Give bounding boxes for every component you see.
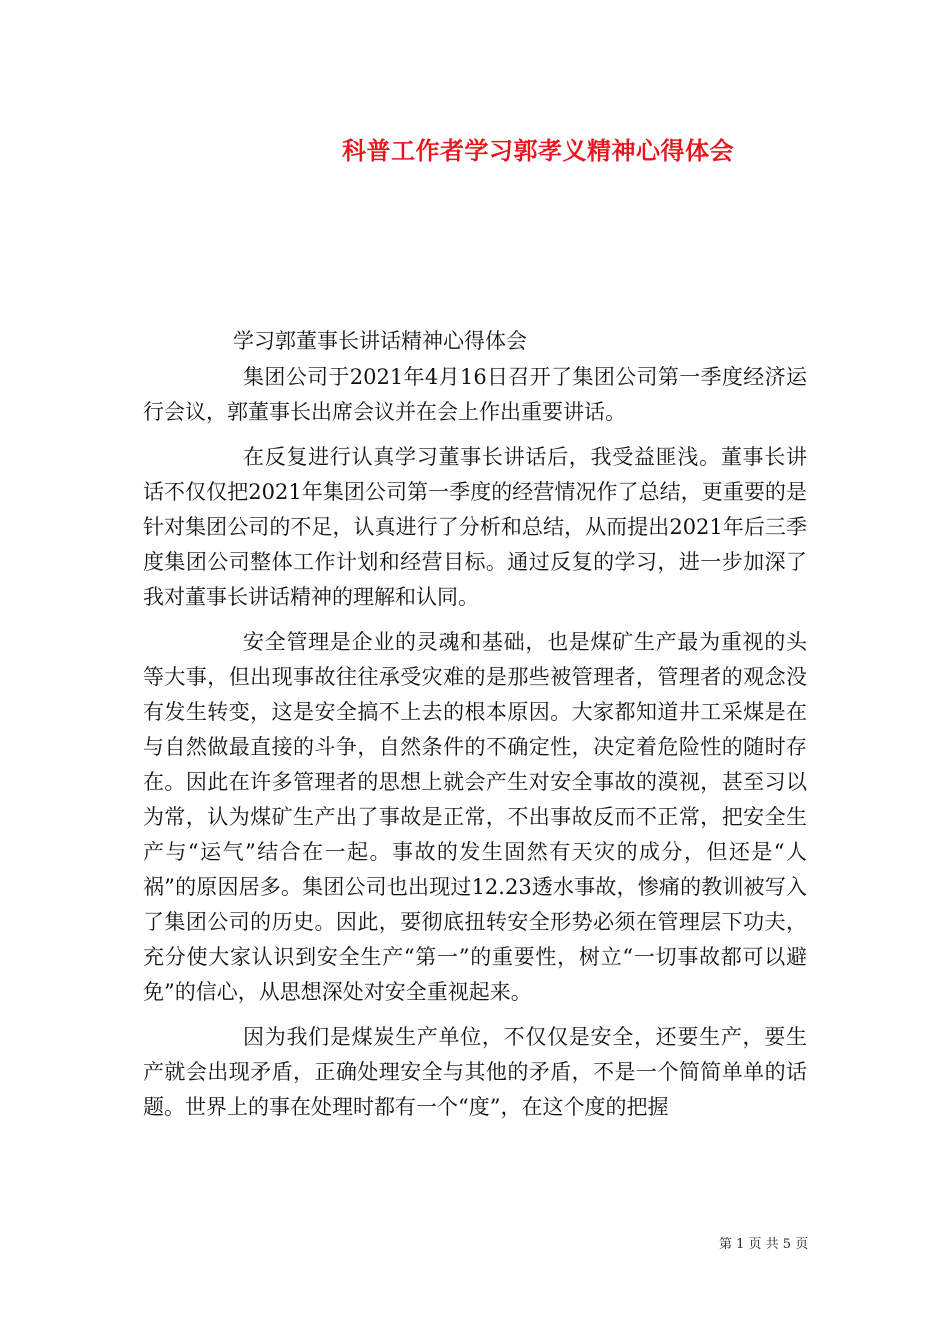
page-number-footer: 第 1 页 共 5 页 <box>719 1237 809 1252</box>
document-subtitle: 学习郭董事长讲话精神心得体会 <box>233 329 527 353</box>
paragraph: 安全管理是企业的灵魂和基础，也是煤矿生产最为重视的头等大事，但出现事故往往承受灾难的是那些被管理者，管理者的观念没有发生转变，这是安全搞不上去的根本原因。大家都知道井工采煤是在与自然做最直接的斗争，自然条件的不确定性，决定着危险性的随时存在。因此在许多管理者的思想上就会产生对安全事故的漠视，甚至习以为常，认为煤矿生产出了事故是正常，不出事故反而不正常，把安全生产与“运气”结合在一起。事故的发生固然有天灾的成分，但还是“人祸”的原因居多。集团公司也出现过12.23透水事故，惨痛的教训被写入了集团公司的历史。因此，要彻底扭转安全形势必须在管理层下功夫，充分使大家认识到安全生产“第一”的重要性，树立“一切事故都可以避免”的信心，从思想深处对安全重视起来。 <box>143 630 807 1004</box>
document-body <box>143 360 807 1135</box>
paragraph: 集团公司于2021年4月16日召开了集团公司第一季度经济运行会议，郭董事长出席会议并在会上作出重要讲话。 <box>143 365 807 424</box>
document-title: 科普工作者学习郭孝义精神心得体会 <box>342 136 734 165</box>
paragraph: 在反复进行认真学习董事长讲话后，我受益匪浅。董事长讲话不仅仅把2021年集团公司第一季度的经营情况作了总结，更重要的是针对集团公司的不足，认真进行了分析和总结，从而提出2021年后三季度集团公司整体工作计划和经营目标。通过反复的学习，进一步加深了我对董事长讲话精神的理解和认同。 <box>143 445 807 609</box>
paragraph: 因为我们是煤炭生产单位，不仅仅是安全，还要生产，要生产就会出现矛盾，正确处理安全与其他的矛盾，不是一个简简单单的话题。世界上的事在处理时都有一个“度”，在这个度的把握 <box>143 1025 807 1119</box>
